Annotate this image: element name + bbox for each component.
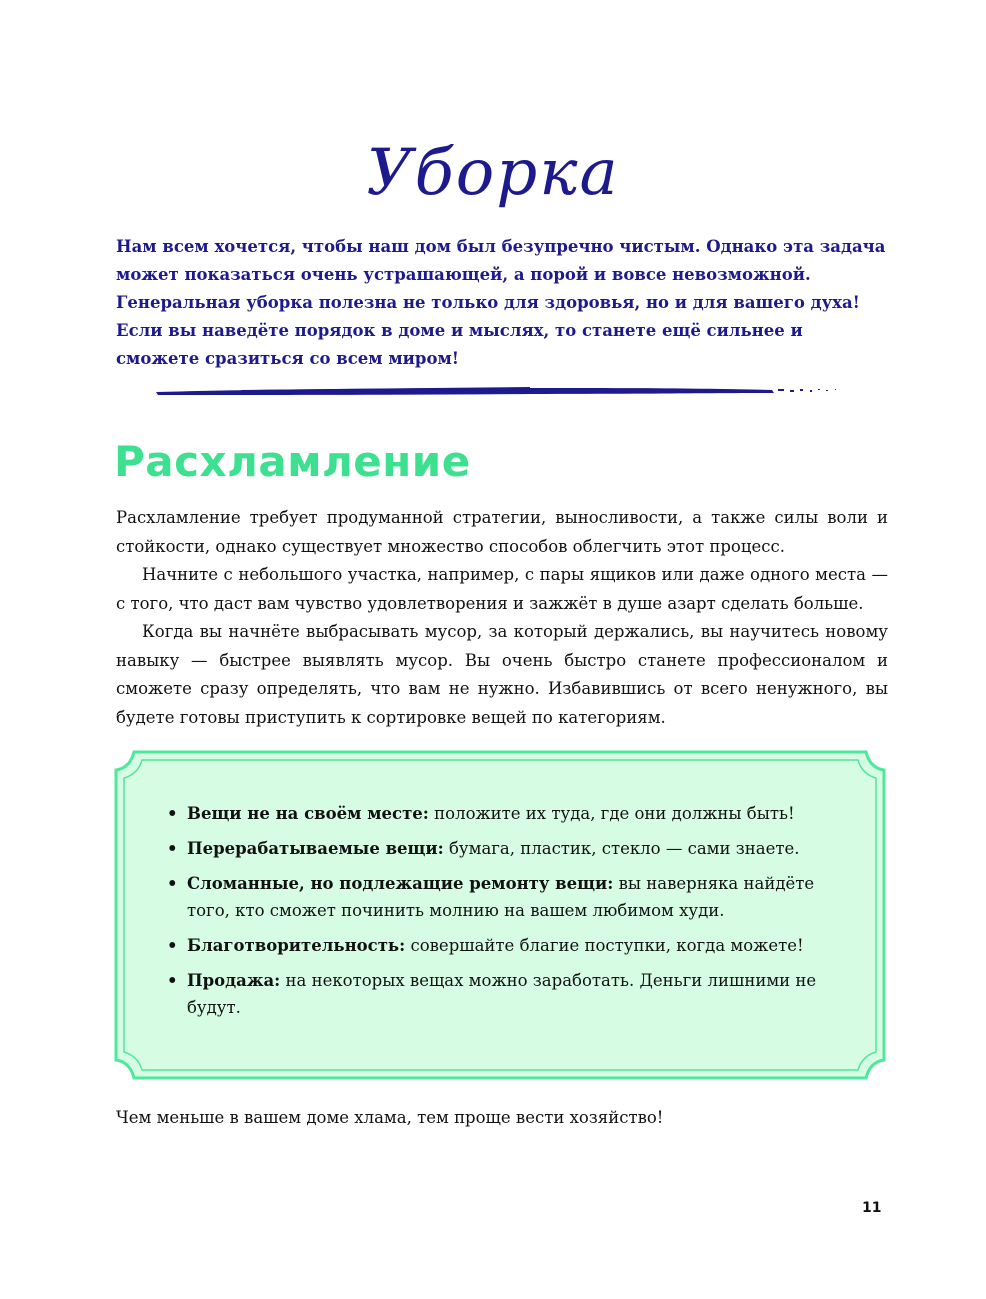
tip-text: положите их туда, где они должны быть! <box>428 804 795 823</box>
section-heading: Расхламление <box>114 437 471 486</box>
page-title: Уборка <box>366 136 620 210</box>
intro-paragraph: Нам всем хочется, чтобы наш дом был безупречно чистым. Однако эта задача может показаться очень устрашающей, а порой и вовсе невозможной. Генеральная уборка полезна не только для здоровья, но и для вашего духа! Если вы наведёте порядок в доме и мыслях, то станете ещё сильнее и сможете сразиться со всем миром! <box>116 237 886 368</box>
paragraph: Начните с небольшого участка, например, с пары ящиков или даже одного места — с того, что даст вам чувство удовлетворения и зажжёт в душе азарт сделать больше. <box>116 565 888 613</box>
tip-term: Благотворительность: <box>187 936 406 955</box>
list-item <box>165 800 835 827</box>
paragraph: Когда вы начнёте выбрасывать мусор, за который держались, вы научитесь новому навыку — быстрее выявлять мусор. Вы очень быстро станете профессионалом и сможете сразу определять, что вам не нужно. Избавившись от всего ненужного, вы будете готовы приступить к сортировке вещей по категориям. <box>116 622 888 727</box>
paragraph: Расхламление требует продуманной стратегии, выносливости, а также силы воли и стойкости, однако существует множество способов облегчить этот процесс. <box>116 508 888 556</box>
page-number: 11 <box>862 1200 882 1216</box>
tips-list <box>165 800 835 1029</box>
tip-text: бумага, пластик, стекло — сами знаете. <box>443 839 800 858</box>
list-item <box>165 932 835 959</box>
tip-term: Продажа: <box>187 971 281 990</box>
tip-text: совершайте благие поступки, когда можете! <box>405 936 804 955</box>
tip-term: Вещи не на своём месте: <box>187 804 429 823</box>
tip-term: Сломанные, но подлежащие ремонту вещи: <box>187 874 614 893</box>
tip-text: на некоторых вещах можно заработать. Деньги лишними не будут. <box>187 971 817 1017</box>
body-text <box>116 504 888 732</box>
list-item <box>165 870 835 924</box>
closing-line: Чем меньше в вашем доме хлама, тем проще вести хозяйство! <box>116 1108 664 1127</box>
tip-term: Перерабатываемые вещи: <box>187 839 444 858</box>
brush-stroke-divider <box>150 380 850 402</box>
list-item <box>165 835 835 862</box>
tip-text: вы наверняка найдёте того, кто сможет починить молнию на вашем любимом худи. <box>187 874 815 920</box>
list-item <box>165 967 835 1021</box>
